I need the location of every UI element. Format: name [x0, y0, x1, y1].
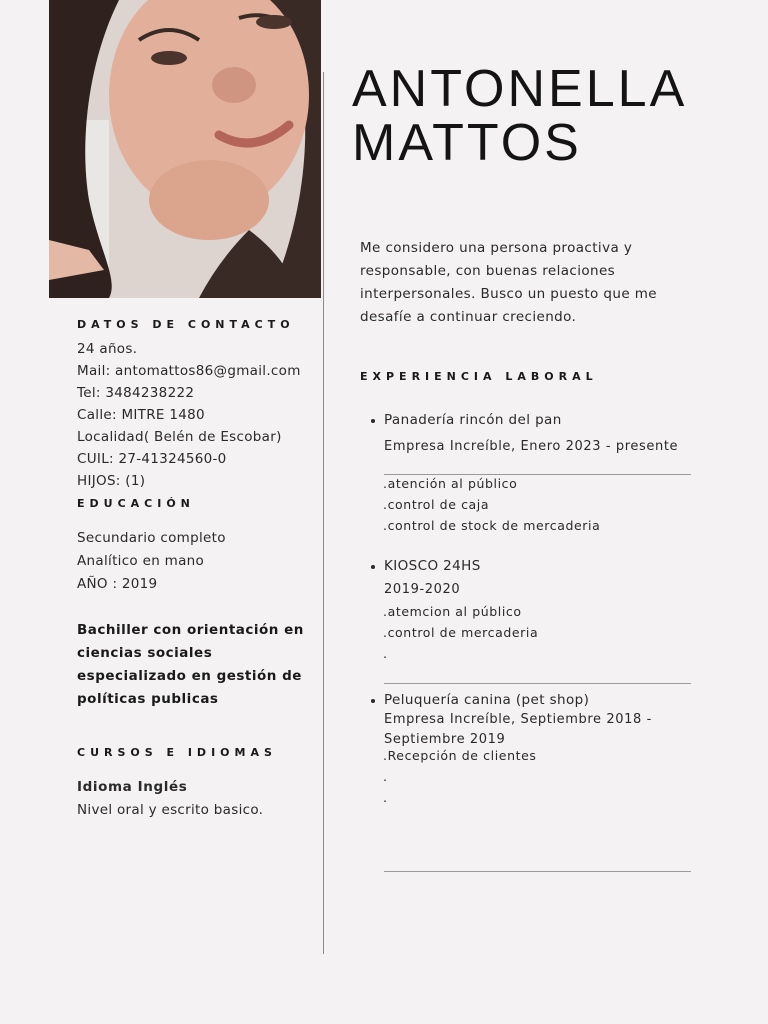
candidate-name	[352, 62, 687, 170]
profile-summary: Me considero una persona proactiva y responsable, con buenas relaciones interpersonales. Busco un puesto que me desafíe a continuar creciendo.	[360, 240, 657, 325]
education-item: Analítico en mano	[77, 553, 205, 569]
job-title: Peluquería canina (pet shop)	[370, 690, 700, 710]
job-task: .	[383, 790, 388, 805]
education-item: Secundario completo	[77, 530, 226, 546]
job-tasks	[370, 745, 700, 808]
degree-description: Bachiller con orientación en ciencias sociales especializado en gestión de políticas publicas	[77, 622, 304, 707]
education-item: AÑO : 2019	[77, 576, 158, 592]
job-task: .Recepción de clientes	[383, 748, 537, 763]
job-task: .	[383, 769, 388, 784]
profile-photo-image	[49, 0, 321, 298]
education-list	[77, 527, 226, 596]
job-subtitle: Empresa Increíble, Enero 2023 - presente	[384, 439, 679, 454]
first-name: ANTONELLA	[352, 60, 688, 118]
job-separator	[384, 871, 691, 872]
courses-heading: CURSOS E IDIOMAS	[77, 746, 277, 759]
job-entry	[370, 410, 700, 536]
contact-children: HIJOS: (1)	[77, 473, 146, 489]
job-task: .control de stock de mercaderia	[383, 518, 601, 533]
job-separator	[384, 683, 691, 684]
job-task: .control de mercaderia	[383, 625, 539, 640]
contact-cuil: CUIL: 27-41324560-0	[77, 451, 227, 467]
language-name: Idioma Inglés	[77, 779, 188, 795]
job-subtitle: Empresa Increíble, Septiembre 2018 - Septiembre 2019	[384, 712, 652, 747]
contact-phone: Tel: 3484238222	[77, 385, 195, 401]
experience-heading: EXPERIENCIA LABORAL	[360, 370, 598, 383]
contact-list	[77, 338, 301, 492]
last-name: MATTOS	[352, 114, 582, 172]
contact-age: 24 años.	[77, 341, 138, 357]
job-task: .atemcion al público	[383, 604, 522, 619]
job-task: .control de caja	[383, 497, 490, 512]
job-tasks	[370, 473, 700, 536]
profile-photo	[49, 0, 321, 298]
education-heading: EDUCACIÓN	[77, 497, 195, 510]
job-entry	[370, 556, 700, 664]
job-task: .	[383, 646, 388, 661]
contact-heading: DATOS DE CONTACTO	[77, 318, 295, 331]
job-entry	[370, 690, 700, 808]
column-divider	[323, 72, 324, 954]
job-title: Panadería rincón del pan	[370, 410, 700, 430]
job-tasks	[370, 601, 700, 664]
job-separator	[384, 474, 691, 475]
job-task: .atención al público	[383, 476, 518, 491]
language-level: Nivel oral y escrito basico.	[77, 802, 264, 818]
job-subtitle: 2019-2020	[384, 582, 461, 597]
contact-street: Calle: MITRE 1480	[77, 407, 205, 423]
contact-email: Mail: antomattos86@gmail.com	[77, 363, 301, 379]
job-title: KIOSCO 24HS	[370, 556, 700, 576]
contact-locality: Localidad( Belén de Escobar)	[77, 429, 282, 445]
